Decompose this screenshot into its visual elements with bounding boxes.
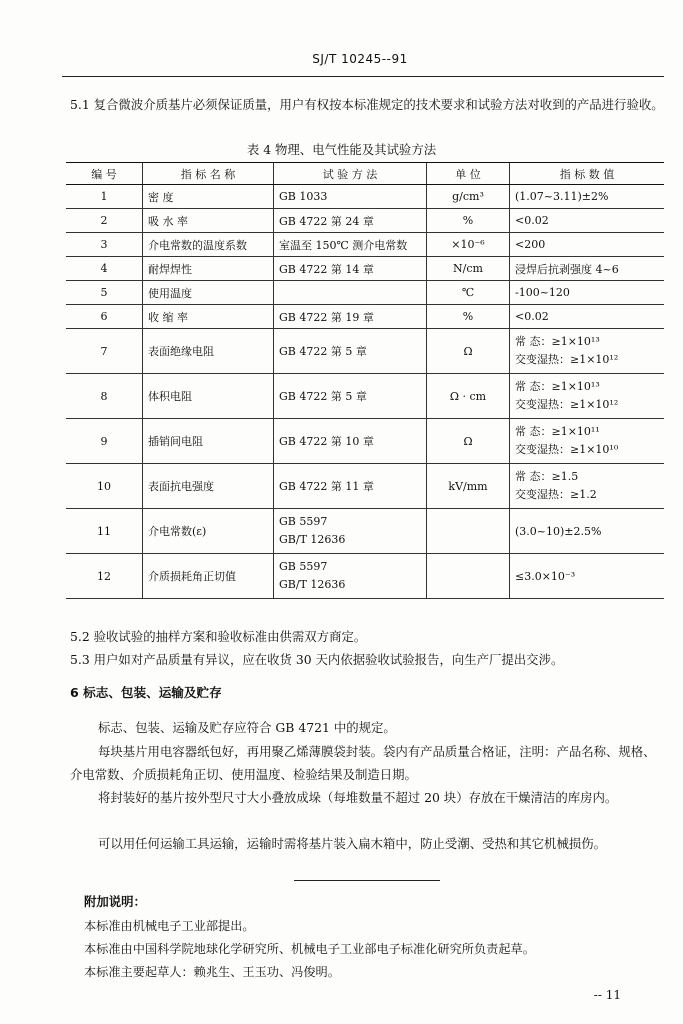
method-line: GB/T 12636: [279, 533, 346, 546]
cell-method: GB 4722 第 11 章: [274, 464, 427, 509]
paragraph-6-2: 每块基片用电容器纸包好，再用聚乙烯薄膜袋封装。袋内有产品质量合格证，注明：产品名称、规格、介电常数、介质损耗角正切、使用温度、检验结果及制造日期。: [70, 744, 656, 782]
cell-name: 表面抗电强度: [143, 464, 274, 509]
cell-value: [510, 329, 665, 374]
cell-method: [274, 509, 427, 554]
cell-unit: N/cm: [427, 257, 510, 281]
cell-no: 12: [66, 554, 143, 599]
cell-value: (3.0~10)±2.5%: [510, 509, 665, 554]
cell-no: 4: [66, 257, 143, 281]
cell-name: 收 缩 率: [143, 305, 274, 329]
cell-method: [274, 554, 427, 599]
cell-name: 密 度: [143, 185, 274, 209]
method-line: GB/T 12636: [279, 578, 346, 591]
cell-name: 介电常数(ε): [143, 509, 274, 554]
table-row: [66, 374, 664, 419]
cell-unit: kV/mm: [427, 464, 510, 509]
cell-unit: [427, 554, 510, 599]
cell-unit: %: [427, 209, 510, 233]
appendix-line: 本标准由中国科学院地球化学研究所、机械电子工业部电子标准化研究所负责起草。: [84, 942, 535, 956]
cell-name: 表面绝缘电阻: [143, 329, 274, 374]
cell-name: 介质损耗角正切值: [143, 554, 274, 599]
page-number: -- 11: [593, 988, 621, 1002]
table-caption: 表 4 物理、电气性能及其试验方法: [246, 142, 437, 157]
value-line: 常 态：≥1.5: [515, 470, 579, 483]
cell-no: 7: [66, 329, 143, 374]
cell-method: GB 4722 第 14 章: [274, 257, 427, 281]
header-name: 指 标 名 称: [143, 163, 274, 185]
cell-unit: ×10⁻⁶: [427, 233, 510, 257]
value-line: 交变湿热：≥1.2: [515, 488, 597, 501]
section-divider: [294, 880, 440, 881]
cell-no: 2: [66, 209, 143, 233]
table-header-row: [66, 163, 664, 185]
table-row: [66, 464, 664, 509]
header-no: 编 号: [66, 163, 143, 185]
paragraph-5-3: 5.3 用户如对产品质量有异议，应在收货 30 天内依据验收试验报告，向生产厂提出交涉。: [70, 652, 564, 667]
cell-value: (1.07~3.11)±2%: [510, 185, 665, 209]
cell-no: 11: [66, 509, 143, 554]
cell-method: GB 4722 第 5 章: [274, 374, 427, 419]
table-body: [66, 185, 664, 599]
standard-code-header: SJ/T 10245--91: [312, 52, 408, 66]
cell-name: 介电常数的温度系数: [143, 233, 274, 257]
value-line: 常 态：≥1×10¹³: [515, 335, 600, 348]
value-line: 交变湿热：≥1×10¹²: [515, 398, 619, 411]
appendix-line: 本标准由机械电子工业部提出。: [84, 919, 255, 933]
cell-name: 体积电阻: [143, 374, 274, 419]
table-row: [66, 305, 664, 329]
cell-unit: [427, 509, 510, 554]
table-row: [66, 281, 664, 305]
paragraph-5-2: 5.2 验收试验的抽样方案和验收标准由供需双方商定。: [70, 629, 367, 644]
appendix-title: 附加说明：: [84, 894, 146, 909]
cell-unit: Ω: [427, 329, 510, 374]
cell-no: 1: [66, 185, 143, 209]
value-line: 交变湿热：≥1×10¹⁰: [515, 443, 619, 456]
cell-name: 耐焊焊性: [143, 257, 274, 281]
paragraph-5-1: 5.1 复合微波介质基片必须保证质量，用户有权按本标准规定的技术要求和试验方法对收到的产品进行验收。: [70, 97, 664, 112]
cell-method: 室温至 150℃ 测介电常数: [274, 233, 427, 257]
cell-unit: ℃: [427, 281, 510, 305]
table-row: [66, 185, 664, 209]
cell-value: <0.02: [510, 305, 665, 329]
table-row: [66, 509, 664, 554]
appendix-line: 本标准主要起草人：赖兆生、王玉功、冯俊明。: [84, 965, 340, 979]
cell-no: 10: [66, 464, 143, 509]
cell-name: 吸 水 率: [143, 209, 274, 233]
cell-method: GB 4722 第 5 章: [274, 329, 427, 374]
table-row: [66, 329, 664, 374]
table-row: [66, 233, 664, 257]
cell-value: [510, 419, 665, 464]
cell-value: <0.02: [510, 209, 665, 233]
cell-method: GB 4722 第 19 章: [274, 305, 427, 329]
cell-no: 6: [66, 305, 143, 329]
cell-method: [274, 281, 427, 305]
cell-value: [510, 464, 665, 509]
cell-value: ≤3.0×10⁻³: [510, 554, 665, 599]
cell-unit: g/cm³: [427, 185, 510, 209]
cell-no: 8: [66, 374, 143, 419]
header-value: 指 标 数 值: [510, 163, 665, 185]
header-unit: 单 位: [427, 163, 510, 185]
value-line: 常 态：≥1×10¹¹: [515, 425, 600, 438]
table-row: [66, 257, 664, 281]
section-6-heading: 6 标志、包装、运输及贮存: [70, 685, 222, 700]
cell-value: -100~120: [510, 281, 665, 305]
method-line: GB 5597: [279, 560, 328, 573]
method-line: GB 5597: [279, 515, 328, 528]
paragraph-6-1: 标志、包装、运输及贮存应符合 GB 4721 中的规定。: [98, 720, 396, 735]
cell-no: 9: [66, 419, 143, 464]
table-row: [66, 554, 664, 599]
cell-unit: Ω · cm: [427, 374, 510, 419]
header-method: 试 验 方 法: [274, 163, 427, 185]
cell-no: 5: [66, 281, 143, 305]
cell-value: <200: [510, 233, 665, 257]
table-row: [66, 209, 664, 233]
cell-name: 使用温度: [143, 281, 274, 305]
cell-name: 插销间电阻: [143, 419, 274, 464]
value-line: 交变湿热：≥1×10¹²: [515, 353, 619, 366]
value-line: 常 态：≥1×10¹³: [515, 380, 600, 393]
cell-method: GB 4722 第 10 章: [274, 419, 427, 464]
cell-value: [510, 374, 665, 419]
cell-value: 浸焊后抗剥强度 4~6: [510, 257, 665, 281]
cell-method: GB 1033: [274, 185, 427, 209]
paragraph-6-3: 将封装好的基片按外型尺寸大小叠放成垛（每堆数量不超过 20 块）存放在干燥清洁的库房内。: [98, 790, 618, 805]
cell-no: 3: [66, 233, 143, 257]
cell-method: GB 4722 第 24 章: [274, 209, 427, 233]
cell-unit: %: [427, 305, 510, 329]
paragraph-6-4: 可以用任何运输工具运输，运输时需将基片装入扁木箱中，防止受潮、受热和其它机械损伤。: [98, 836, 607, 851]
table-row: [66, 419, 664, 464]
cell-unit: Ω: [427, 419, 510, 464]
spec-table: [66, 162, 664, 599]
header-divider: [62, 76, 664, 77]
